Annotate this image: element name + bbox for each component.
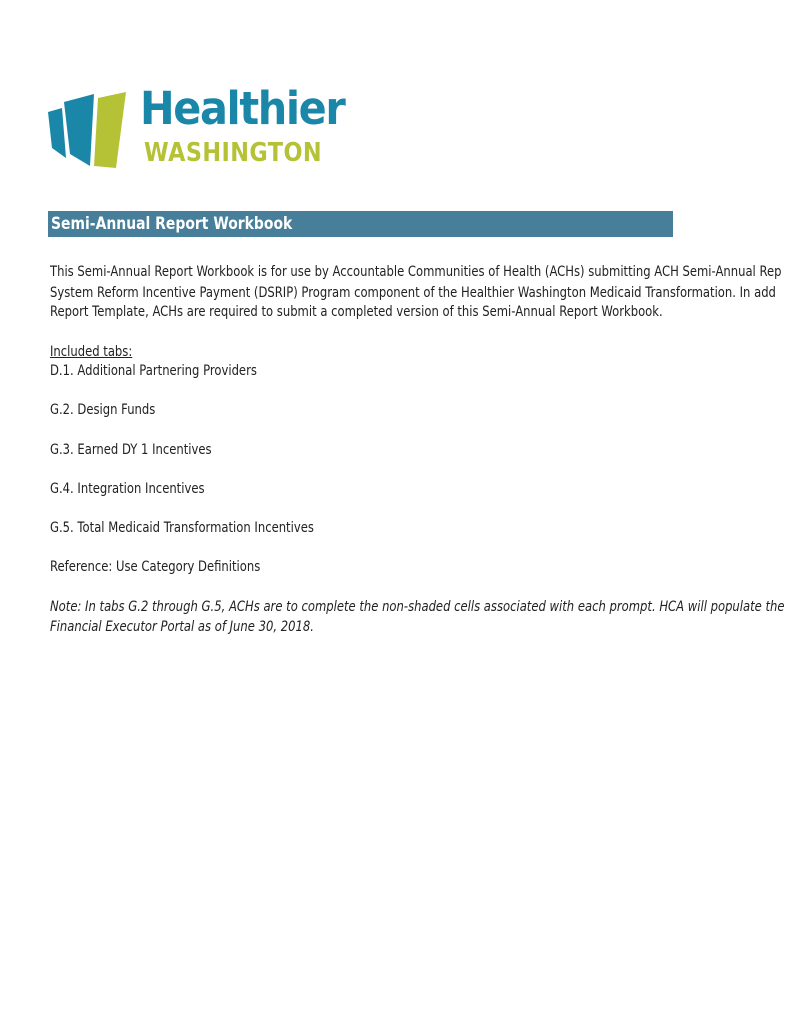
workbook-description (50, 263, 785, 643)
section-banner (48, 211, 673, 237)
intro-line-3: Report Template, ACHs are required to submit a completed version of this Semi-Annual Report Workbook. (50, 304, 663, 320)
tab-item-g3: G.3. Earned DY 1 Incentives (50, 442, 212, 458)
included-tabs-heading: Included tabs: (50, 344, 133, 360)
note-line-1: Note: In tabs G.2 through G.5, ACHs are to complete the non-shaded cells associated with each prompt. HCA will populate the (50, 599, 785, 615)
banner-title: Semi-Annual Report Workbook (51, 214, 293, 234)
logo-text-healthier: Healthier (140, 82, 345, 135)
intro-line-2: System Reform Incentive Payment (DSRIP) Program component of the Healthier Washington Medicaid Transformation. In add (50, 285, 776, 301)
tab-item-d1: D.1. Additional Partnering Providers (50, 363, 257, 379)
tab-item-g2: G.2. Design Funds (50, 402, 156, 418)
tab-item-g5: G.5. Total Medicaid Transformation Incentives (50, 520, 314, 536)
tab-item-g4: G.4. Integration Incentives (50, 481, 205, 497)
note-line-2: Financial Executor Portal as of June 30, 2018. (50, 619, 314, 635)
logo-text-washington: WASHINGTON (144, 138, 323, 168)
intro-line-1: This Semi-Annual Report Workbook is for use by Accountable Communities of Health (ACHs) submitting ACH Semi-Annual Rep (50, 264, 782, 280)
healthier-washington-mark-icon (48, 88, 138, 172)
healthier-washington-logo (48, 82, 345, 172)
reference-item: Reference: Use Category Definitions (50, 559, 261, 575)
